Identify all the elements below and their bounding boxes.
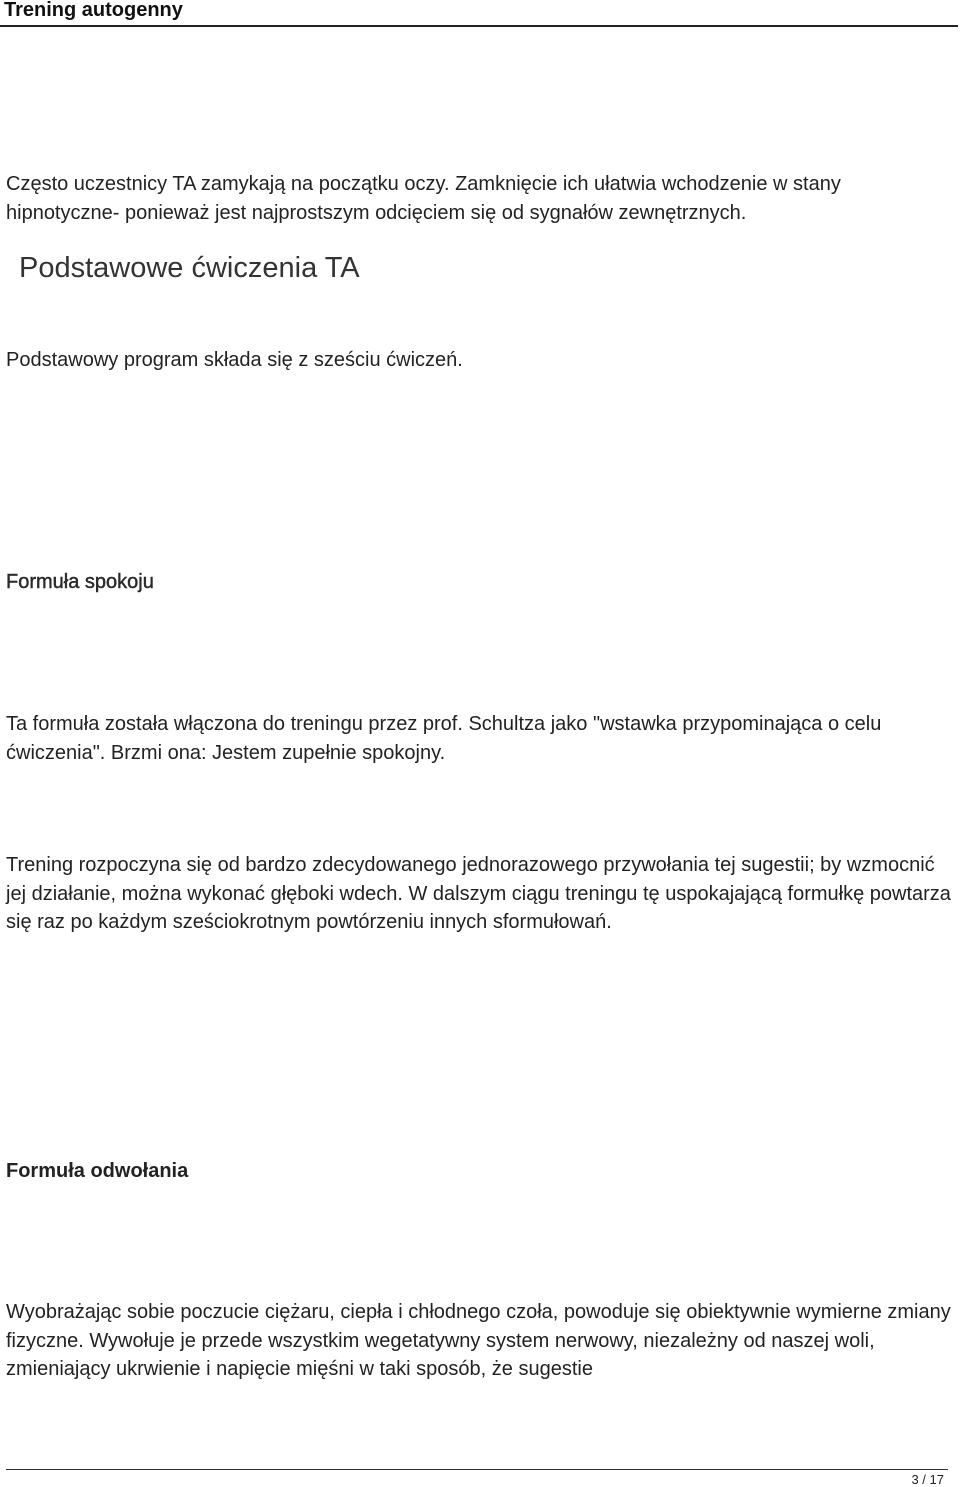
subsection-heading-recall-formula: Formuła odwołania — [6, 1160, 189, 1182]
calm-formula-paragraph-1: Ta formuła została włączona do treningu przez prof. Schultza jako "wstawka przypominająca o celu ćwiczenia". Brzmi ona: Jestem zupełnie spokojny. — [6, 713, 882, 764]
subsection-heading-calm-formula: Formuła spokoju — [6, 571, 154, 593]
calm-formula-paragraph-2: Trening rozpoczyna się od bardzo zdecydowanego jednorazowego przywołania tej sugestii; by wzmocnić jej działanie, można wykonać głęboki wdech. W dalszym ciągu treningu tę uspokajającą formułkę powtarza się raz po każdym sześciokrotnym powtórzeniu innych sformułowań. — [6, 854, 951, 933]
section-heading: Podstawowe ćwiczenia TA — [19, 252, 360, 284]
section-intro-paragraph: Podstawowy program składa się z sześciu ćwiczeń. — [6, 349, 463, 371]
footer-divider — [6, 1469, 948, 1470]
intro-paragraph: Często uczestnicy TA zamykają na początku oczy. Zamknięcie ich ułatwia wchodzenie w stany hipnotyczne- ponieważ jest najprostszym odcięciem się od sygnałów zewnętrznych. — [6, 173, 841, 224]
document-title: Trening autogenny — [4, 0, 183, 21]
recall-formula-paragraph: Wyobrażając sobie poczucie ciężaru, ciepła i chłodnego czoła, powoduje się obiektywnie wymierne zmiany fizyczne. Wywołuje je przede wszystkim wegetatywny system nerwowy, niezależny od naszej woli, zmieniający ukrwienie i napięcie mięśni w taki sposób, że sugestie — [6, 1301, 951, 1380]
page-header — [0, 0, 958, 27]
page-number: 3 / 17 — [911, 1472, 944, 1487]
